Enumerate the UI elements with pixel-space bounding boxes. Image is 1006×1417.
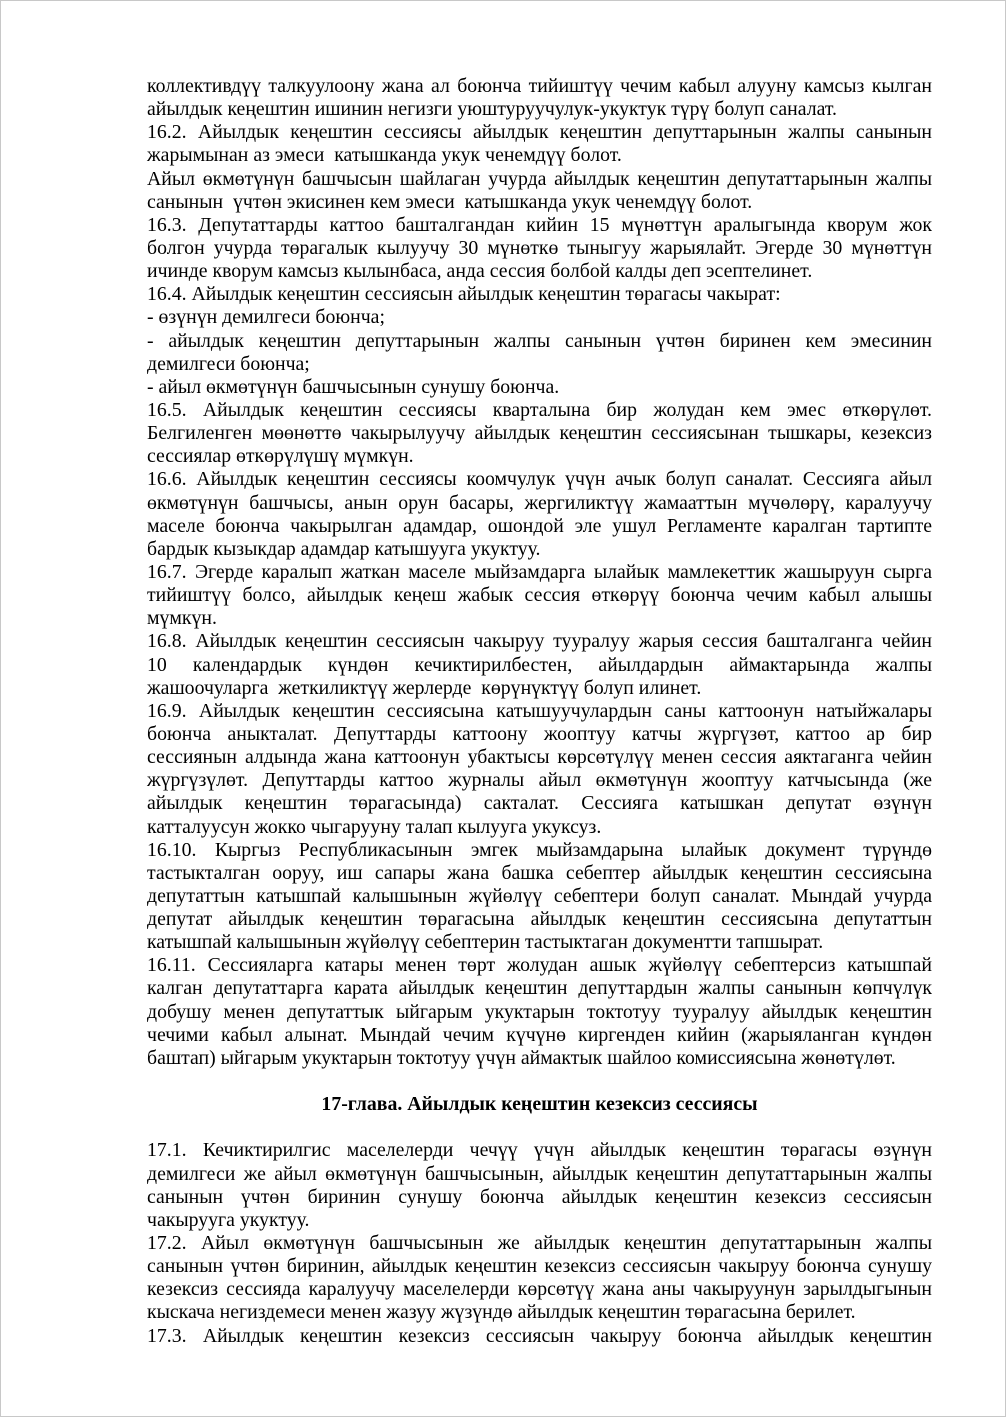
list-item-deputies-initiative <box>147 330 932 376</box>
text-line: санынын үчтөн биринин сунушу боюнча айылдык кеңештин кезексиз сессиясын <box>147 1185 932 1208</box>
text-line: депутат айылдык кеңештин төрагасына айылдык кеңештин сессиясына депутаттын <box>147 908 932 931</box>
list-item-own-initiative <box>147 306 932 329</box>
paragraph-16-2 <box>147 121 932 167</box>
text-line: жүргүзүлөт. Депуттарды каттоо журналы айыл өкмөтүнүн жооптуу катчысында (же <box>147 769 932 792</box>
paragraph-17-1 <box>147 1139 932 1232</box>
text-line: жашоочуларга жеткиликтүү жерлерде көрүнүктүү болуп илинет. <box>147 676 702 699</box>
paragraph-16-3 <box>147 214 932 283</box>
text-line: сессиялар өткөрүлүшү мүмкүн. <box>147 445 414 468</box>
text-line: мүмкүн. <box>147 607 217 630</box>
text-line: 16.9. Айылдык кеңештин сессиясына катышуучулардын саны каттоонун натыйжалары <box>147 699 932 722</box>
text-line: - айыл өкмөтүнүн башчысынын сунушу боюнча. <box>147 375 560 398</box>
text-line: 16.4. Айылдык кеңештин сессиясын айылдык кеңештин төрагасы чакырат: <box>147 283 781 306</box>
document-body <box>147 75 932 1348</box>
paragraph-16-4 <box>147 283 932 306</box>
text-line: 16.3. Депутаттарды каттоо башталгандан кийин 15 мүнөттүн аралыгында кворум жок <box>147 213 932 236</box>
text-line: айылдык кеңештин төрагасында) сакталат. Сессияга катышкан депутат өзүнүн <box>147 792 932 815</box>
text-line: добушу менен депутаттык ыйгарым укуктарын токтотуу тууралуу айылдык кеңештин <box>147 1000 932 1023</box>
paragraph-17-2 <box>147 1232 932 1325</box>
text-line: Белгиленген мөөнөттө чакырылуучу айылдык кеңештин сессиясынан тышкары, кезексиз <box>147 422 932 445</box>
text-line: кыскача негиздемеси менен жазуу жүзүндө айылдык кеңештин төрагасына берилет. <box>147 1301 856 1324</box>
text-line: тийиштүү болсо, айылдык кеңеш жабык сессия өткөрүү боюнча чечим кабыл алышы <box>147 584 932 607</box>
text-line: жарымынан аз эмеси катышканда укук ченемдүү болот. <box>147 144 622 167</box>
text-line: 16.7. Эгерде каралып жаткан маселе мыйзамдарга ылайык мамлекеттик жашыруун сырга <box>147 560 932 583</box>
paragraph-16-6 <box>147 468 932 561</box>
paragraph-16-2-election-quorum <box>147 168 932 214</box>
text-line: баштап) ыйгарым укуктарын токтотуу үчүн аймактык шайлоо комиссиясына жөнөтүлөт. <box>147 1046 896 1069</box>
text-line: Айыл өкмөтүнүн башчысын шайлаган учурда айылдык кеңештин депутаттарынын жалпы <box>147 167 932 190</box>
text-line: депутаттын катышпай калышынын жүйөлүү себептери болуп саналат. Мындай учурда <box>147 884 932 907</box>
text-line: 17.2. Айыл өкмөтүнүн башчысынын же айылдык кеңештин депутаттарынын жалпы <box>147 1232 932 1255</box>
text-line: коллективдүү талкуулоону жана ал боюнча тийиштүү чечим кабыл алууну камсыз кылган <box>147 75 932 97</box>
text-line: 16.10. Кыргыз Республикасынын эмгек мыйзамдарына ылайык документ түрүндө <box>147 838 932 861</box>
paragraph-16-5 <box>147 399 932 468</box>
text-line: кезексиз сессияда каралуучу маселелерди көрсөтүү жана аны чакыруунун зарылдыгынын <box>147 1278 932 1301</box>
text-line: болгон учурда төрагалык кылуучу 30 мүнөткө тыныгуу жарыялайт. Эгерде 30 мүнөттүн <box>147 236 932 259</box>
text-line: катышпай калышынын жүйөлүү себептерин тастыктаган документти тапшырат. <box>147 931 824 954</box>
paragraph-16-7 <box>147 561 932 630</box>
text-line: айылдык кеңештин ишинин негизги уюштуруучулук-укуктук түрү болуп саналат. <box>147 98 837 121</box>
text-line: 17.1. Кечиктирилгис маселелерди чечүү үчүн айылдык кеңештин төрагасы өзүнүн <box>147 1139 932 1162</box>
text-line: калган депутаттарга карата айылдык кеңештин депуттардын жалпы санынын көпчүлүк <box>147 977 932 1000</box>
paragraph-16-10 <box>147 839 932 955</box>
text-line: 10 календардык күндөн кечиктирилбестен, айылдардын аймактарында жалпы <box>147 653 932 676</box>
text-line: санынын үчтөн биринин, айылдык кеңештин кезексиз сессиясын чакыруу боюнча сунушу <box>147 1255 932 1278</box>
text-line: катталуусун жокко чыгарууну талап кылууга укуксуз. <box>147 815 602 838</box>
text-line: сессиянын алдында жана каттоонун убактысы көрсөтүлүү менен сессия аяктаганга чейин <box>147 746 932 769</box>
text-line: демилгеси же айыл өкмөтүнүн башчысынын, айылдык кеңештин депутаттарынын жалпы <box>147 1162 932 1185</box>
text-line: маселе боюнча чакырылган адамдар, ошондой эле ушул Регламенте каралган тартипте <box>147 514 932 537</box>
text-line: - айылдык кеңештин депуттарынын жалпы санынын үчтөн биринен кем эмесинин <box>147 329 932 352</box>
text-line: бардык кызыкдар адамдар катышууга укуктуу. <box>147 537 541 560</box>
text-line: 16.5. Айылдык кеңештин сессиясы кварталына бир жолудан кем эмес өткөрүлөт. <box>147 398 932 421</box>
text-line: санынын үчтөн экисинен кем эмеси катышканда укук ченемдүү болот. <box>147 190 753 213</box>
text-line: 16.8. Айылдык кеңештин сессиясын чакыруу тууралуу жарыя сессия башталганга чейин <box>147 630 932 653</box>
text-line: 16.6. Айылдык кеңештин сессиясы коомчулук үчүн ачык болуп саналат. Сессияга айыл <box>147 468 932 491</box>
paragraph-16-11 <box>147 954 932 1070</box>
text-line: 17.3. Айылдык кеңештин кезексиз сессиясын чакыруу боюнча айылдык кеңештин <box>147 1324 932 1347</box>
text-line: өкмөтүнүн башчысы, анын орун басары, жергиликтүү жамааттын мүчөлөрү, каралуучу <box>147 491 932 514</box>
paragraph-17-3 <box>147 1325 932 1348</box>
text-line: тастыкталган ооруу, иш сапары жана башка себептер айылдык кеңештин сессиясына <box>147 861 932 884</box>
paragraph-16-9 <box>147 700 932 839</box>
text-line: 16.11. Сессияларга катары менен төрт жолудан ашык жүйөлүү себептерсиз катышпай <box>147 954 932 977</box>
text-line: чечими кабыл алынат. Мындай чечим күчүнө киргенден кийин (жарыяланган күндөн <box>147 1023 932 1046</box>
text-line: демилгеси боюнча; <box>147 352 310 375</box>
paragraph-16-8 <box>147 630 932 699</box>
text-line: чакырууга укуктуу. <box>147 1208 310 1231</box>
text-line: ичинде кворум камсыз кылынбаса, анда сессия болбой калды деп эсептелинет. <box>147 260 813 283</box>
chapter-17-heading: 17-глава. Айылдык кеңештин кезексиз сессиясы <box>321 1093 758 1116</box>
text-line: 16.2. Айылдык кеңештин сессиясы айылдык кеңештин депуттарынын жалпы санынын <box>147 121 932 144</box>
text-line: боюнча аныкталат. Депуттарды каттоону жооптуу катчы жүргүзөт, каттоо ар бир <box>147 722 932 745</box>
list-item-head-proposal <box>147 376 932 399</box>
paragraph-continued <box>147 75 932 121</box>
text-line: - өзүнүн демилгеси боюнча; <box>147 306 385 329</box>
